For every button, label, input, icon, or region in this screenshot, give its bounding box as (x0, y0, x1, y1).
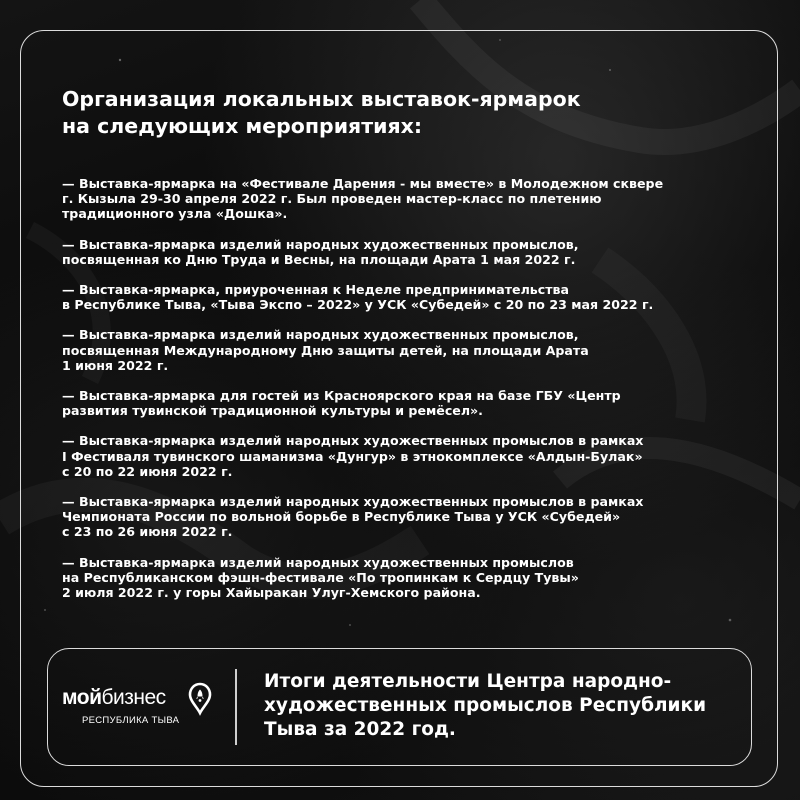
list-item-line: с 20 по 22 июня 2022 г. (62, 463, 233, 479)
list-item-line: с 23 по 26 июня 2022 г. (62, 524, 233, 540)
list-item (62, 433, 742, 479)
footer-title (264, 670, 744, 742)
list-item-line: посвященная Международному Дню защиты детей, на площади Арата (62, 342, 589, 358)
logo-wordmark-bold: мой (62, 686, 102, 709)
list-item-line: посвященная ко Дню Труда и Весны, на площади Арата 1 мая 2022 г. (62, 251, 576, 267)
list-item-line: 1 июня 2022 г. (62, 357, 169, 373)
list-item-line: — Выставка-ярмарка на «Фестивале Дарения - мы вместе» в Молодежном сквере (62, 176, 664, 191)
page-title-line: Организация локальных выставок-ярмарок (62, 87, 581, 111)
list-item-line: — Выставка-ярмарка изделий народных художественных промыслов, (62, 327, 579, 343)
list-item (62, 176, 742, 222)
logo-region: РЕСПУБЛИКА ТЫВА (82, 715, 180, 726)
list-item-line: 2 июля 2022 г. у горы Хайыракан Улуг-Хемского района. (62, 585, 481, 601)
list-item (62, 555, 742, 601)
list-item-line: в Республике Тыва, «Тыва Экспо – 2022» у УСК «Субедей» с 20 по 23 мая 2022 г. (62, 297, 654, 313)
list-item-line: — Выставка-ярмарка для гостей из Красноярского края на базе ГБУ «Центр (62, 388, 621, 404)
list-item-line: I Фестиваля тувинского шаманизма «Дунгур» в этнокомплексе «Алдын-Булак» (62, 448, 643, 464)
list-item (62, 494, 742, 540)
footer-title-line: художественных промыслов Республики (264, 695, 707, 716)
list-item-line: традиционного узла «Дошка». (62, 206, 288, 222)
list-item-line: — Выставка-ярмарка изделий народных художественных промыслов в рамках (62, 433, 644, 449)
list-item-line: развития тувинской традиционной культуры и ремёсел». (62, 403, 483, 419)
logo-wordmark-light: бизнес (101, 686, 166, 709)
events-list (62, 176, 742, 615)
logo-wordmark (62, 686, 166, 710)
list-item (62, 327, 742, 373)
list-item-line: — Выставка-ярмарка изделий народных художественных промыслов, (62, 236, 579, 252)
list-item (62, 388, 742, 418)
list-item-line: — Выставка-ярмарка изделий народных художественных промыслов (62, 554, 574, 570)
list-item-line: на Республиканском фэшн-фестивале «По тропинкам к Сердцу Тувы» (62, 569, 579, 585)
list-item-line: г. Кызыла 29-30 апреля 2022 г. Был проведен мастер-класс по плетению (62, 191, 602, 207)
footer-title-line: Тыва за 2022 год. (264, 719, 456, 740)
page-title (62, 86, 682, 140)
list-item (62, 237, 742, 267)
footer-divider (235, 669, 237, 745)
list-item-line: — Выставка-ярмарка изделий народных художественных промыслов в рамках (62, 494, 644, 510)
page-title-line: на следующих мероприятиях: (62, 114, 423, 138)
footer-title-line: Итоги деятельности Центра народно- (264, 671, 672, 692)
list-item-line: Чемпионата России по вольной борьбе в Республике Тыва у УСК «Субедей» (62, 509, 621, 525)
list-item-line: — Выставка-ярмарка, приуроченная к Неделе предпринимательства (62, 282, 569, 298)
list-item (62, 282, 742, 312)
rocket-pin-icon (188, 682, 212, 716)
